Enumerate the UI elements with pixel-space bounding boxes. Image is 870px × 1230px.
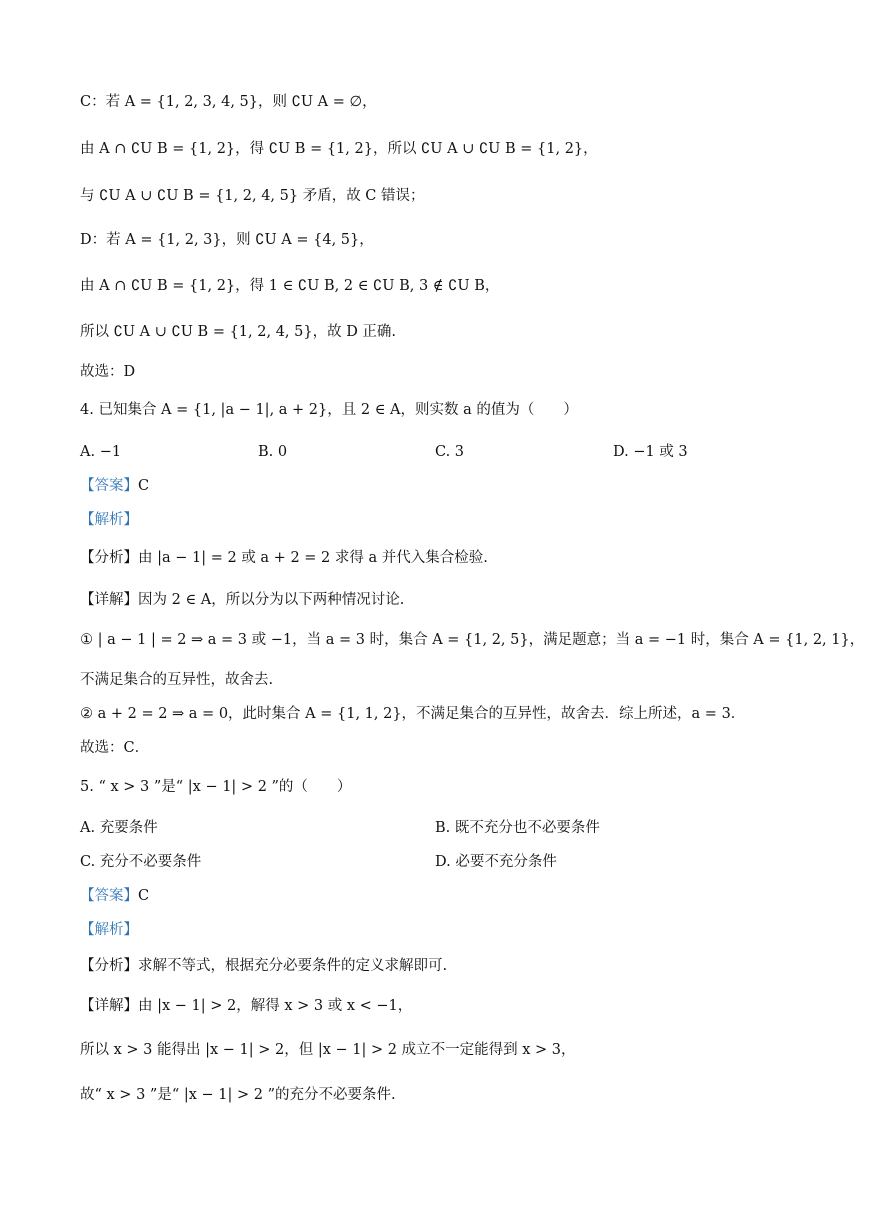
xiangjie-text: 由 |x − 1| > 2，解得 x > 3 或 x < −1， bbox=[138, 998, 413, 1014]
fenxi-text: 由 |a − 1| = 2 或 a + 2 = 2 求得 a 并代入集合检验. bbox=[138, 550, 488, 566]
q5-xiangjie bbox=[80, 996, 412, 1016]
q5-derivation: 所以 x > 3 能得出 |x − 1| > 2，但 |x − 1| > 2 成立不一定能得到 x > 3， bbox=[80, 1042, 576, 1058]
q5-option-d: D. 必要不充分条件 bbox=[435, 854, 557, 870]
q4-case1: ① | a − 1 | = 2 ⇒ a = 3 或 −1，当 a = 3 时，集合 A = {1, 2, 5}，满足题意；当 a = −1 时，集合 A = {1, 2, 1}， bbox=[80, 632, 865, 648]
option-d-derivation: 由 A ∩ ∁U B = {1, 2}，得 1 ∈ ∁U B, 2 ∈ ∁U B, 3 ∉ ∁U B， bbox=[80, 278, 500, 294]
xiangjie-tag: 【详解】 bbox=[80, 592, 138, 608]
fenxi-tag: 【分析】 bbox=[80, 958, 138, 974]
q4-case1-cont: 不满足集合的互异性，故舍去. bbox=[80, 672, 274, 688]
q4-case2: ② a + 2 = 2 ⇒ a = 0，此时集合 A = {1, 1, 2}，不满足集合的互异性，故舍去．综上所述，a = 3． bbox=[80, 706, 746, 722]
answer-value: C bbox=[138, 888, 150, 904]
q5-option-b: B. 既不充分也不必要条件 bbox=[435, 820, 600, 836]
q5-option-c: C. 充分不必要条件 bbox=[80, 854, 202, 870]
xiangjie-tag: 【详解】 bbox=[80, 998, 138, 1014]
option-d-conclusion: 所以 ∁U A ∪ ∁U B = {1, 2, 4, 5}，故 D 正确. bbox=[80, 324, 397, 340]
analysis-tag: 【解析】 bbox=[80, 922, 138, 938]
q4-option-a: A. −1 bbox=[80, 444, 122, 460]
fenxi-text: 求解不等式，根据充分必要条件的定义求解即可. bbox=[138, 958, 448, 974]
fenxi-tag: 【分析】 bbox=[80, 550, 138, 566]
q4-analysis-heading bbox=[80, 510, 138, 530]
answer-value: C bbox=[138, 478, 150, 494]
q5-conclusion: 故“ x > 3 ”是“ |x − 1| > 2 ”的充分不必要条件. bbox=[80, 1087, 396, 1103]
q5-answer bbox=[80, 886, 149, 906]
q5-stem: 5. “ x > 3 ”是“ |x − 1| > 2 ”的（ ） bbox=[80, 779, 352, 795]
analysis-tag: 【解析】 bbox=[80, 512, 138, 528]
q4-stem: 4. 已知集合 A = {1, |a − 1|, a + 2}，且 2 ∈ A，则实数 a 的值为（ ） bbox=[80, 402, 578, 418]
q5-analysis-heading bbox=[80, 920, 138, 940]
q4-option-d: D. −1 或 3 bbox=[613, 444, 688, 460]
q4-xiangjie bbox=[80, 590, 404, 610]
q4-fenxi bbox=[80, 548, 488, 568]
option-c-derivation: 由 A ∩ ∁U B = {1, 2}，得 ∁U B = {1, 2}，所以 ∁U A ∪ ∁U B = {1, 2}， bbox=[80, 141, 598, 157]
q4-option-b: B. 0 bbox=[258, 444, 288, 460]
xiangjie-text: 因为 2 ∈ A，所以分为以下两种情况讨论. bbox=[138, 592, 405, 608]
answer-tag: 【答案】 bbox=[80, 888, 138, 904]
option-c-conclusion: 与 ∁U A ∪ ∁U B = {1, 2, 4, 5} 矛盾，故 C 错误； bbox=[80, 188, 425, 204]
q5-option-a: A. 充要条件 bbox=[80, 820, 158, 836]
q4-answer bbox=[80, 476, 149, 496]
answer-tag: 【答案】 bbox=[80, 478, 138, 494]
q4-choice: 故选：C． bbox=[80, 740, 150, 756]
option-d-case: D：若 A = {1, 2, 3}，则 ∁U A = {4, 5}， bbox=[80, 232, 374, 248]
option-c-case: C：若 A = {1, 2, 3, 4, 5}，则 ∁U A = ∅， bbox=[80, 94, 377, 110]
q3-choice: 故选：D bbox=[80, 364, 136, 380]
q4-option-c: C. 3 bbox=[435, 444, 465, 460]
q5-fenxi bbox=[80, 956, 447, 976]
